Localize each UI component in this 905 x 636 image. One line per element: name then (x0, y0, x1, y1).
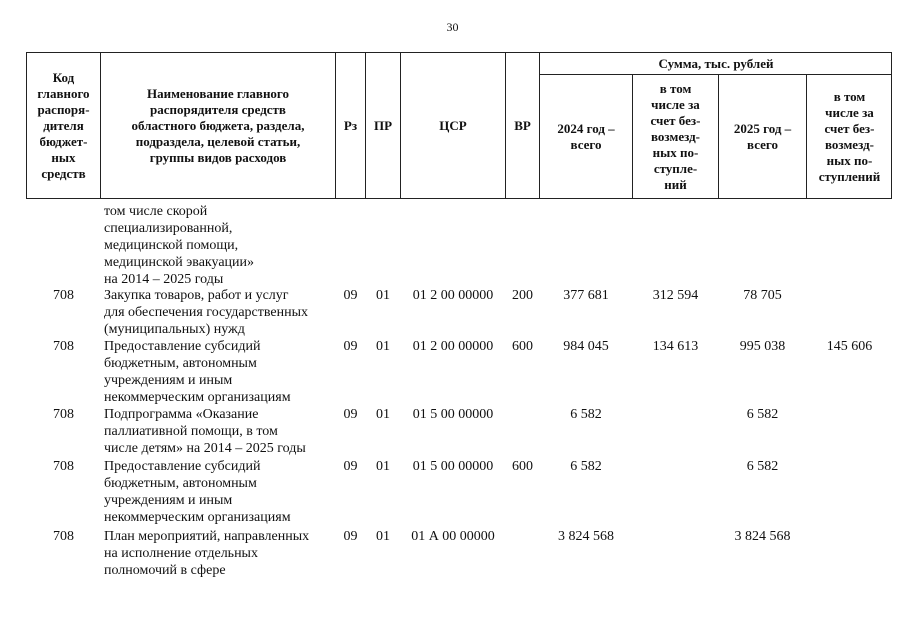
row-csr: 01 2 00 00000 (412, 288, 494, 303)
row-code: 708 (53, 339, 74, 354)
header-2025-total (719, 75, 806, 198)
row-name-line: Предоставление субсидий (104, 459, 261, 474)
row-pr: 01 (376, 459, 390, 474)
row-csr: 01 5 00 00000 (412, 459, 494, 474)
header-line: числе за (825, 104, 874, 120)
row-name (104, 338, 339, 406)
header-2024-total (540, 75, 632, 198)
header-line: ных по- (652, 144, 699, 160)
row-name-line: Закупка товаров, работ и услуг (104, 288, 289, 303)
header-line: распоря- (37, 101, 90, 117)
header-csr: ЦСР (439, 117, 467, 133)
header-line: возмезд- (824, 136, 874, 152)
header-line: средств (41, 165, 86, 181)
row-csr: 01 2 00 00000 (412, 339, 494, 354)
row-rz: 09 (343, 288, 358, 303)
header-line: 2024 год – (557, 120, 615, 136)
header-line: ступле- (653, 160, 698, 176)
row-code: 708 (53, 407, 74, 422)
row-csr: 01 А 00 00000 (411, 529, 495, 544)
row-sum2024: 3 824 568 (558, 529, 614, 544)
row-pr: 01 (376, 339, 390, 354)
row-rz: 09 (343, 459, 358, 474)
header-name (101, 53, 335, 198)
row-vr: 200 (512, 288, 533, 303)
row-code: 708 (53, 529, 74, 544)
row-name-line: том числе скорой (104, 204, 208, 219)
row-name-line: на 2014 – 2025 годы (104, 272, 224, 287)
header-line: возмезд- (651, 128, 700, 144)
row-sum2024: 377 681 (563, 288, 609, 303)
row-csr: 01 5 00 00000 (412, 407, 494, 422)
header-line: распорядителя средств (150, 101, 286, 117)
header-line: 2025 год – (733, 120, 792, 136)
row-name-line: учреждениям и иным (104, 493, 233, 508)
header-line: счет без- (824, 120, 875, 136)
header-line: всего (570, 136, 602, 152)
row-rz: 09 (343, 339, 358, 354)
row-name-line: медицинской эвакуации» (104, 255, 255, 270)
row-vr: 600 (512, 459, 533, 474)
row-name-line: Предоставление субсидий (104, 339, 261, 354)
row-free2024: 134 613 (652, 339, 699, 354)
row-sum2025: 3 824 568 (734, 529, 791, 544)
row-sum2025: 6 582 (746, 407, 779, 422)
header-line: Наименование главного (146, 85, 290, 101)
header-sum-title: Сумма, тыс. рублей (658, 55, 774, 71)
row-pr: 01 (376, 529, 390, 544)
row-sum2025: 78 705 (743, 288, 782, 303)
header-line: числе за (651, 96, 700, 112)
row-sum2024: 6 582 (570, 407, 602, 422)
row-name-line: специализированной, (104, 221, 233, 236)
header-line: ных (51, 149, 76, 165)
row-name-line: План мероприятий, направленных (104, 529, 310, 544)
row-name-line: числе детям» на 2014 – 2025 годы (104, 441, 306, 456)
row-name-line: медицинской помощи, (104, 238, 239, 253)
header-line: группы видов расходов (149, 149, 287, 165)
row-sum2025: 6 582 (746, 459, 779, 474)
header-line: в том (833, 88, 866, 104)
row-pr: 01 (376, 407, 390, 422)
header-line: всего (747, 136, 778, 152)
header-line: областного бюджета, раздела, (131, 117, 305, 133)
row-vr: 600 (512, 339, 533, 354)
header-line: ступлений (818, 168, 881, 184)
header-2024-free (633, 75, 718, 198)
row-name (104, 458, 339, 526)
header-line: дителя (43, 117, 84, 133)
row-name-line: (муниципальных) нужд (104, 322, 245, 337)
header-code (27, 53, 100, 198)
row-name (104, 287, 339, 338)
header-line: Код (52, 69, 75, 85)
row-name (104, 203, 339, 288)
header-pr: ПР (373, 117, 393, 133)
row-free2025: 145 606 (826, 339, 873, 354)
row-name (104, 528, 339, 579)
row-name-line: на исполнение отдельных (104, 546, 258, 561)
header-line: ний (664, 176, 687, 192)
row-code: 708 (53, 288, 74, 303)
header-line: в том (659, 80, 692, 96)
header-vr: ВР (514, 117, 531, 133)
header-line: главного (37, 85, 90, 101)
header-line: ных по- (826, 152, 873, 168)
row-name-line: Подпрограмма «Оказание (104, 407, 259, 422)
row-name-line: бюджетным, автономным (104, 476, 257, 491)
row-free2024: 312 594 (652, 288, 699, 303)
row-sum2024: 6 582 (570, 459, 602, 474)
row-name-line: для обеспечения государственных (104, 305, 308, 320)
row-name-line: паллиативной помощи, в том (104, 424, 278, 439)
row-sum2025: 995 038 (739, 339, 786, 354)
page-number: 30 (446, 20, 459, 34)
row-name-line: некоммерческим организациям (104, 510, 291, 525)
row-name-line: некоммерческим организациям (104, 390, 291, 405)
row-rz: 09 (343, 407, 358, 422)
row-name-line: бюджетным, автономным (104, 356, 257, 371)
header-line: бюджет- (39, 133, 88, 149)
row-name (104, 406, 339, 457)
row-pr: 01 (376, 288, 390, 303)
header-2025-free (807, 75, 892, 198)
row-sum2024: 984 045 (563, 339, 609, 354)
row-name-line: полномочий в сфере (104, 563, 226, 578)
row-rz: 09 (343, 529, 358, 544)
header-line: счет без- (650, 112, 701, 128)
row-name-line: учреждениям и иным (104, 373, 233, 388)
header-rz: Рз (343, 117, 358, 133)
header-line: подраздела, целевой статьи, (135, 133, 301, 149)
row-code: 708 (53, 459, 74, 474)
